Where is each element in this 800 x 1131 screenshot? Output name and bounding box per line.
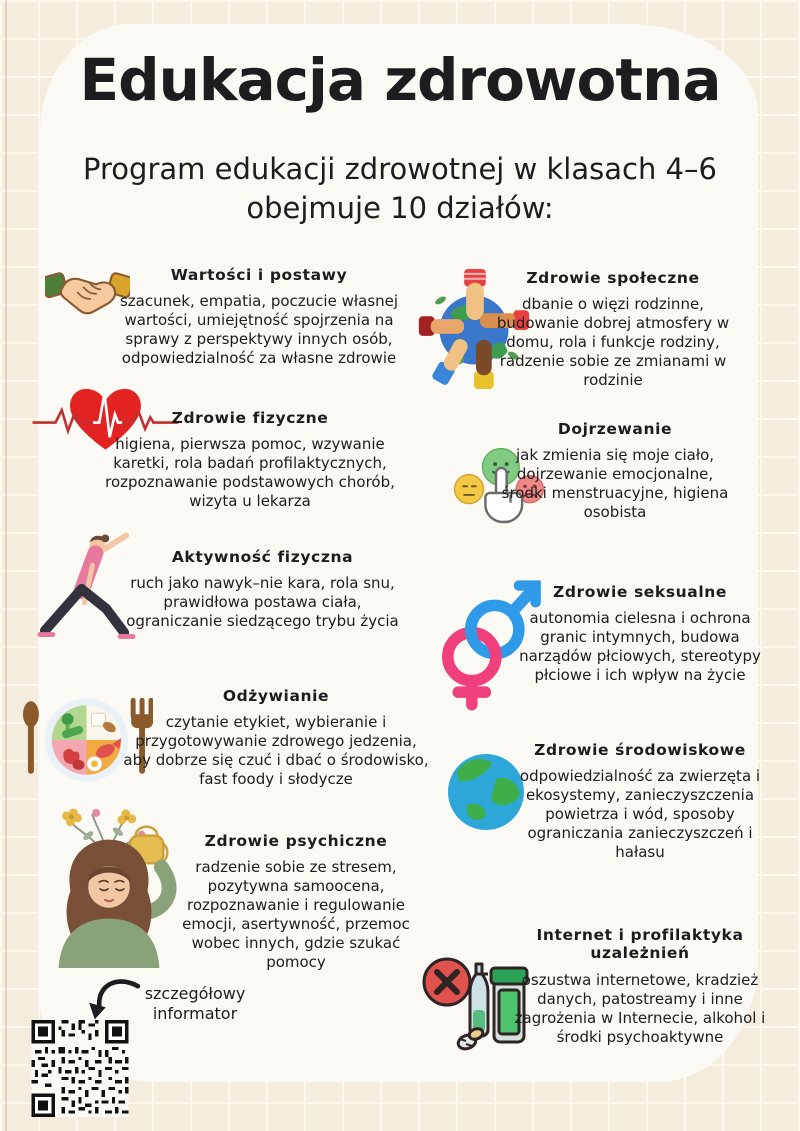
section-title: Internet i profilaktyka uzależnień	[536, 926, 744, 962]
section-zdrowie-srodowiskowe	[508, 741, 772, 862]
subtitle-line2: obejmuje 10 działów:	[246, 191, 554, 226]
section-body: radzenie sobie ze stresem, pozytywna samoocena, rozpoznawanie i regulowanie emocji, asertywność, przemoc wobec innych, gdzie szukać pomocy	[182, 858, 410, 972]
section-title: Zdrowie społeczne	[526, 269, 700, 287]
section-body: jak zmienia się moje ciało, dojrzewanie emocjonalne, środki menstruacyjne, higiena osobista	[501, 446, 729, 522]
watering-mind-icon	[30, 806, 188, 968]
section-title: Zdrowie seksualne	[553, 583, 727, 601]
section-zdrowie-fizyczne	[85, 409, 415, 511]
section-odzywianie	[122, 687, 430, 789]
section-body: czytanie etykiet, wybieranie i przygotowywanie zdrowego jedzenia, aby dobrze się czuć i dbać o środowisko, fast foody i słodycze	[123, 713, 429, 789]
section-title: Aktywność fizyczna	[171, 548, 354, 566]
section-body: odpowiedzialność za zwierzęta i ekosystemy, zanieczyszczenia powietrza i wód, sposoby ograniczania zanieczyszczeń i hałasu	[519, 767, 761, 862]
qr-code	[28, 1020, 132, 1117]
section-zdrowie-psychiczne	[170, 832, 422, 972]
section-body: ruch jako nawyk–nie kara, rola snu, prawidłowa postawa ciała, ograniczanie siedzącego trybu życia	[126, 574, 399, 631]
section-wartosci-i-postawy	[98, 266, 420, 368]
section-body: szacunek, empatia, poczucie własnej wartości, umiejętność spojrzenia na sprawy z perspektywy innych osób, odpowiedzialność za własne zdrowie	[119, 292, 399, 368]
section-aktywnosc-fizyczna	[120, 548, 405, 631]
section-title: Zdrowie fizyczne	[171, 409, 329, 427]
section-title: Zdrowie środowiskowe	[534, 741, 746, 759]
section-title: Zdrowie psychiczne	[204, 832, 388, 850]
section-title: Dojrzewanie	[557, 420, 673, 438]
section-zdrowie-seksualne	[515, 583, 765, 685]
section-dojrzewanie	[495, 420, 735, 522]
qr-note-line1: szczegółowy	[144, 984, 246, 1003]
qr-note-label	[135, 984, 255, 1024]
section-body: oszustwa internetowe, kradzież danych, patostreamy i inne zagrożenia w Internecie, alkohol i środki psychoaktywne	[514, 970, 766, 1046]
section-title: Wartości i postawy	[170, 266, 348, 284]
section-title: Odżywianie	[222, 687, 330, 705]
page-title: Edukacja zdrowotna	[79, 46, 721, 114]
section-internet-i-profilaktyka	[510, 927, 770, 1047]
section-body: higiena, pierwsza pomoc, wzywanie karetki, rola badań profilaktycznych, rozpoznawanie podstawowych chorób, wizyta u lekarza	[105, 435, 395, 511]
section-body: autonomia cielesna i ochrona granic intymnych, budowa narządów płciowych, stereotypy płciowe i ich wpływ na życie	[519, 609, 761, 685]
qr-note-line2: informator	[152, 1004, 238, 1023]
section-body: dbanie o więzi rodzinne, budowanie dobrej atmosfery w domu, rola i funkcje rodziny, radzenie sobie ze zmianami w rodzinie	[496, 295, 730, 390]
subtitle-line1: Program edukacji zdrowotnej w klasach 4–6	[83, 152, 717, 186]
page-subtitle	[0, 150, 800, 228]
section-zdrowie-spoleczne	[487, 269, 739, 390]
